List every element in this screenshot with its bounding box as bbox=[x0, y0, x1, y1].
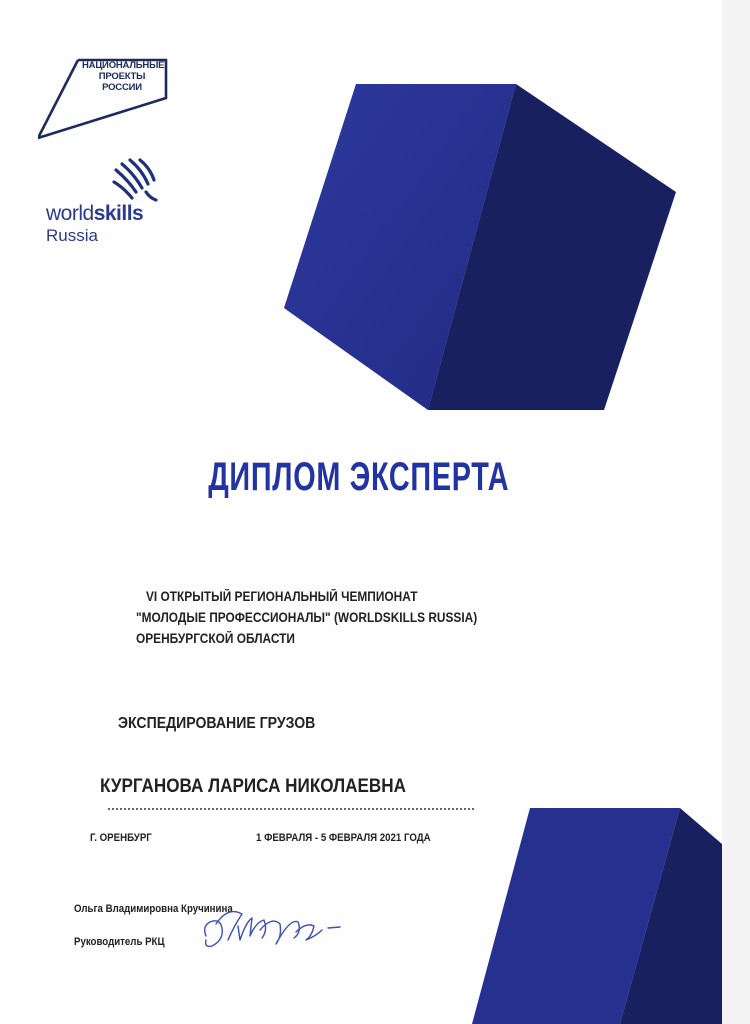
decorative-cube-bottom bbox=[470, 804, 722, 1024]
decorative-cube-top bbox=[280, 80, 680, 412]
championship-name bbox=[136, 586, 524, 649]
championship-line-1: VI ОТКРЫТЫЙ РЕГИОНАЛЬНЫЙ ЧЕМПИОНАТ bbox=[146, 589, 418, 604]
diploma-title: ДИПЛОМ ЭКСПЕРТА bbox=[208, 455, 510, 499]
signer-name: Ольга Владимировна Кручинина bbox=[74, 903, 233, 915]
scan-edge bbox=[722, 0, 750, 1024]
worldskills-bold: skills bbox=[93, 202, 144, 225]
np-line-1: НАЦИОНАЛЬНЫЕ bbox=[82, 60, 165, 71]
championship-line-2: "МОЛОДЫЕ ПРОФЕССИОНАЛЫ" (WORLDSKILLS RUSSIA) bbox=[136, 610, 478, 625]
city: Г. ОРЕНБУРГ bbox=[90, 832, 152, 844]
event-dates: 1 ФЕВРАЛЯ - 5 ФЕВРАЛЯ 2021 ГОДА bbox=[256, 832, 431, 844]
worldskills-light: world bbox=[46, 202, 94, 225]
np-line-3: РОССИИ bbox=[102, 82, 142, 93]
championship-line-3: ОРЕНБУРГСКОЙ ОБЛАСТИ bbox=[136, 631, 295, 646]
competency: ЭКСПЕДИРОВАНИЕ ГРУЗОВ bbox=[118, 715, 316, 732]
name-underline bbox=[108, 808, 474, 810]
recipient-name: КУРГАНОВА ЛАРИСА НИКОЛАЕВНА bbox=[100, 776, 406, 797]
handwritten-signature bbox=[198, 896, 348, 952]
worldskills-logo-icon bbox=[110, 158, 160, 204]
worldskills-wordmark bbox=[46, 202, 143, 226]
worldskills-region: Russia bbox=[46, 226, 98, 245]
national-projects-logo-text bbox=[82, 60, 165, 93]
np-line-2: ПРОЕКТЫ bbox=[98, 71, 146, 82]
signer-role: Руководитель РКЦ bbox=[74, 936, 165, 948]
